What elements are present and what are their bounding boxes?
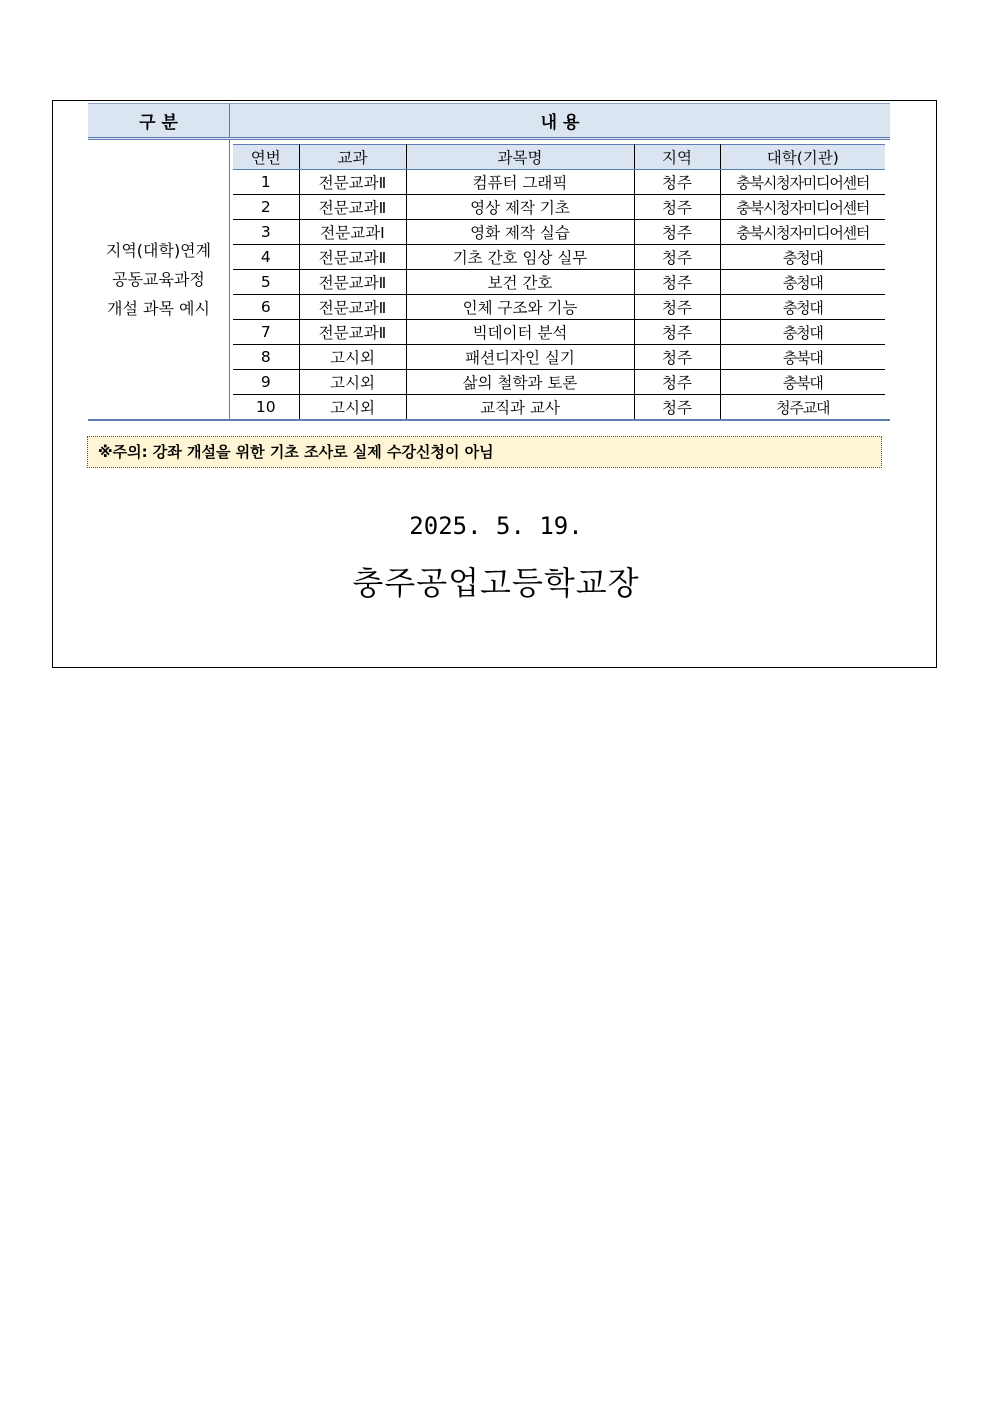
column-header-row	[233, 145, 885, 170]
row-number: 9	[233, 370, 299, 395]
school-principal-signature: 충주공업고등학교장	[352, 564, 640, 602]
row-number: 10	[233, 395, 299, 420]
region: 청주	[634, 270, 720, 295]
subject-group: 전문교과Ⅱ	[299, 195, 406, 220]
course-name: 컴퓨터 그래픽	[406, 170, 634, 195]
course-list	[233, 144, 885, 419]
row-number: 6	[233, 295, 299, 320]
course-table	[88, 103, 890, 421]
university: 충북대	[720, 345, 885, 370]
subject-group: 전문교과Ⅰ	[299, 220, 406, 245]
header-category: 구 분	[88, 104, 230, 139]
course-name: 패션디자인 실기	[406, 345, 634, 370]
course-name: 빅데이터 분석	[406, 320, 634, 345]
column-header-university: 대학(기관)	[720, 145, 885, 170]
table-row	[233, 295, 885, 320]
row-number: 2	[233, 195, 299, 220]
document-date: 2025. 5. 19.	[409, 512, 583, 540]
university: 청주교대	[720, 395, 885, 420]
table-row	[233, 345, 885, 370]
table-row	[233, 170, 885, 195]
course-name: 삶의 철학과 토론	[406, 370, 634, 395]
course-name: 인체 구조와 기능	[406, 295, 634, 320]
university: 충청대	[720, 245, 885, 270]
row-number: 5	[233, 270, 299, 295]
table-row	[233, 270, 885, 295]
notice-box: ※주의: 강좌 개설을 위한 기초 조사로 실제 수강신청이 아님	[87, 436, 882, 468]
category-line: 공동교육과정	[112, 270, 205, 289]
region: 청주	[634, 370, 720, 395]
table-row	[233, 245, 885, 270]
subject-group: 고시외	[299, 345, 406, 370]
category-line: 지역(대학)연계	[105, 241, 212, 260]
subject-group: 고시외	[299, 395, 406, 420]
subject-group: 전문교과Ⅱ	[299, 320, 406, 345]
university: 충북시청자미디어센터	[720, 195, 885, 220]
column-header-subject-group: 교과	[299, 145, 406, 170]
university: 충북대	[720, 370, 885, 395]
row-number: 8	[233, 345, 299, 370]
university: 충청대	[720, 320, 885, 345]
university: 충청대	[720, 270, 885, 295]
region: 청주	[634, 295, 720, 320]
region: 청주	[634, 320, 720, 345]
table-row	[233, 320, 885, 345]
row-number: 1	[233, 170, 299, 195]
region: 청주	[634, 170, 720, 195]
table-row	[233, 220, 885, 245]
row-number: 3	[233, 220, 299, 245]
course-name: 영상 제작 기초	[406, 195, 634, 220]
course-name: 보건 간호	[406, 270, 634, 295]
category-line: 개설 과목 예시	[107, 299, 210, 318]
content-cell	[230, 139, 891, 421]
row-number: 7	[233, 320, 299, 345]
region: 청주	[634, 245, 720, 270]
row-number: 4	[233, 245, 299, 270]
column-header-no: 연번	[233, 145, 299, 170]
subject-group: 전문교과Ⅱ	[299, 270, 406, 295]
category-cell	[88, 139, 230, 421]
column-header-course: 과목명	[406, 145, 634, 170]
table-row	[233, 195, 885, 220]
header-content: 내 용	[230, 104, 891, 139]
subject-group: 전문교과Ⅱ	[299, 170, 406, 195]
table-row	[233, 395, 885, 420]
subject-group: 고시외	[299, 370, 406, 395]
subject-group: 전문교과Ⅱ	[299, 295, 406, 320]
university: 충북시청자미디어센터	[720, 220, 885, 245]
course-name: 영화 제작 실습	[406, 220, 634, 245]
subject-group: 전문교과Ⅱ	[299, 245, 406, 270]
course-name: 교직과 교사	[406, 395, 634, 420]
region: 청주	[634, 395, 720, 420]
region: 청주	[634, 345, 720, 370]
university: 충청대	[720, 295, 885, 320]
region: 청주	[634, 195, 720, 220]
region: 청주	[634, 220, 720, 245]
course-name: 기초 간호 임상 실무	[406, 245, 634, 270]
table-row	[233, 370, 885, 395]
university: 충북시청자미디어센터	[720, 170, 885, 195]
column-header-region: 지역	[634, 145, 720, 170]
